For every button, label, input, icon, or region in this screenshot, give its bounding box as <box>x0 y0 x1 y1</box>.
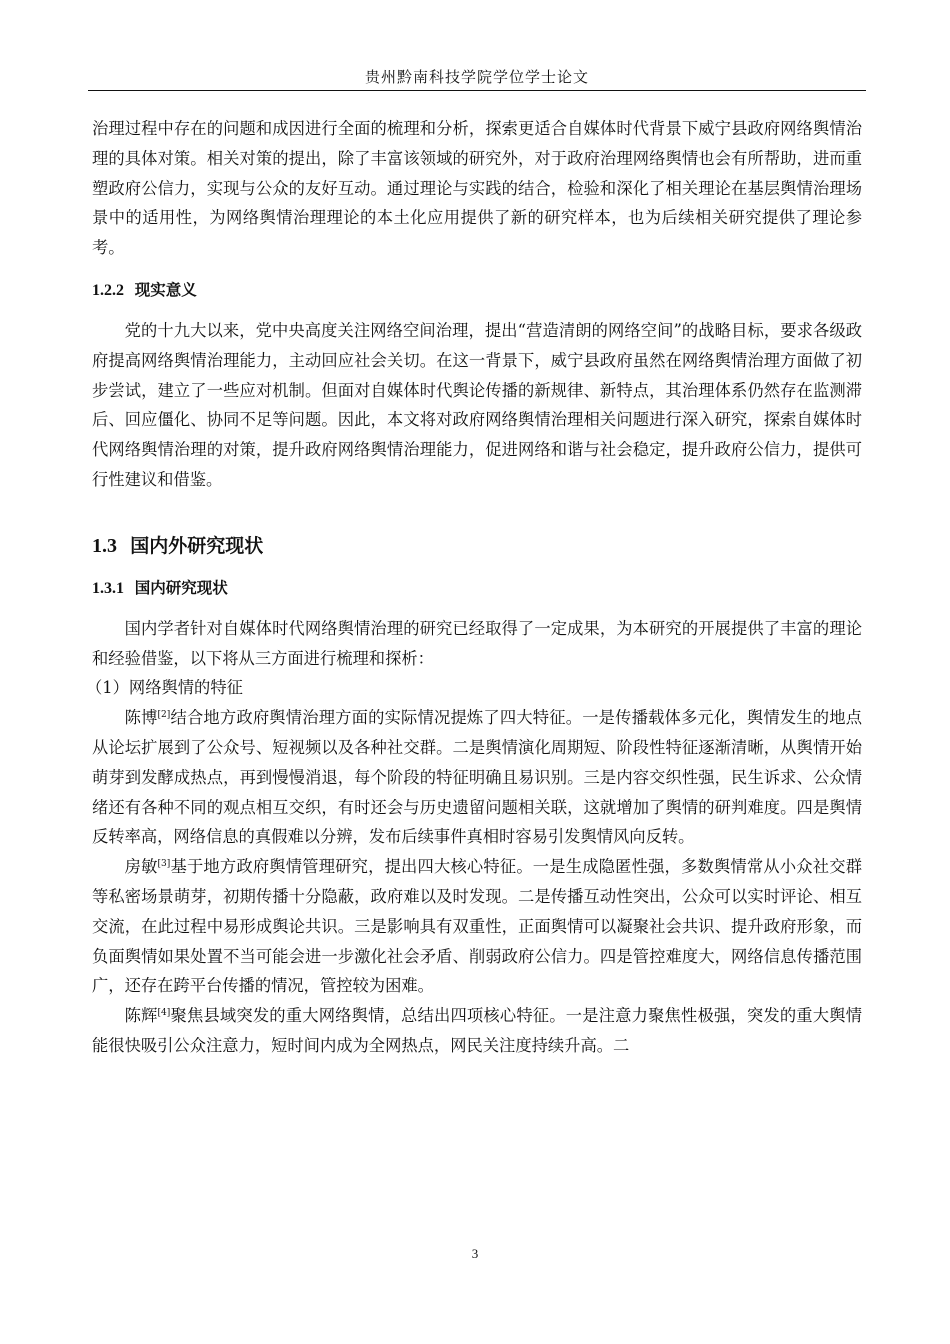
section-heading-1-3-1 <box>92 575 862 602</box>
section-heading-1-2-2 <box>92 277 862 304</box>
section-title: 国内研究现状 <box>134 578 228 597</box>
citation-ref: [4] <box>157 1008 171 1019</box>
paragraph-chen-bo <box>92 703 862 852</box>
citation-ref: [2] <box>157 710 171 721</box>
header-title: 贵州黔南科技学院学位学士论文 <box>364 68 589 86</box>
page-body <box>86 114 862 1061</box>
section-number: 1.2.2 <box>92 281 124 299</box>
paragraph-fang-min <box>92 852 862 1001</box>
author-name: 陈辉 <box>124 1006 158 1026</box>
list-label-features: （1）网络舆情的特征 <box>86 678 243 698</box>
paragraph-domestic-intro: 国内学者针对自媒体时代网络舆情治理的研究已经取得了一定成果，为本研究的开展提供了丰富的理论和经验借鉴，以下将从三方面进行梳理和探析： <box>92 618 862 668</box>
section-heading-1-3 <box>92 531 862 561</box>
paragraph-practical-significance: 党的十九大以来，党中央高度关注网络空间治理，提出“营造清朗的网络空间”的战略目标，要求各级政府提高网络舆情治理能力，主动回应社会关切。在这一背景下，威宁县政府虽然在网络舆情治理方面做了初步尝试，建立了一些应对机制。但面对自媒体时代舆论传播的新规律、新特点，其治理体系仍然存在监测滞后、回应僵化、协同不足等问题。因此，本文将对政府网络舆情治理相关问题进行深入研究，探索自媒体时代网络舆情治理的对策，提升政府网络舆情治理能力，促进网络和谐与社会稳定，提升政府公信力，提供可行性建议和借鉴。 <box>92 320 862 489</box>
section-title: 现实意义 <box>134 280 197 299</box>
paragraph-text: 基于地方政府舆情管理研究，提出四大核心特征。一是生成隐匿性强，多数舆情常从小众社交群等私密场景萌芽，初期传播十分隐蔽，政府难以及时发现。二是传播互动性突出，公众可以实时评论、相互交流，在此过程中易形成舆论共识。三是影响具有双重性，正面舆情可以凝聚社会共识、提升政府形象，而负面舆情如果处置不当可能会进一步激化社会矛盾、削弱政府公信力。四是管控难度大，网络信息传播范围广，还存在跨平台传播的情况，管控较为困难。 <box>92 857 862 996</box>
paragraph-text: 结合地方政府舆情治理方面的实际情况提炼了四大特征。一是传播载体多元化，舆情发生的地点从论坛扩展到了公众号、短视频以及各种社交群。二是舆情演化周期短、阶段性特征逐渐清晰，从舆情开始萌芽到发酵成热点，再到慢慢消退，每个阶段的特征明确且易识别。三是内容交织性强，民生诉求、公众情绪还有各种不同的观点相互交织，有时还会与历史遗留问题相关联，这就增加了舆情的研判难度。四是舆情反转率高，网络信息的真假难以分辨，发布后续事件真相时容易引发舆情风向反转。 <box>92 708 862 847</box>
paragraph-chen-hui <box>92 1001 862 1061</box>
author-name: 房敏 <box>124 857 158 877</box>
citation-ref: [3] <box>157 859 171 870</box>
section-title: 国内外研究现状 <box>130 534 264 557</box>
section-number: 1.3 <box>92 534 117 557</box>
paragraph-continued: 治理过程中存在的问题和成因进行全面的梳理和分析，探索更适合自媒体时代背景下威宁县政府网络舆情治理的具体对策。相关对策的提出，除了丰富该领域的研究外，对于政府治理网络舆情也会有所帮助，进而重塑政府公信力，实现与公众的友好互动。通过理论与实践的结合，检验和深化了相关理论在基层舆情治理场景中的适用性，为网络舆情治理理论的本土化应用提供了新的研究样本，也为后续相关研究提供了理论参考。 <box>92 119 862 258</box>
page-number: 3 <box>471 1246 479 1261</box>
author-name: 陈博 <box>124 708 158 728</box>
section-number: 1.3.1 <box>92 579 124 597</box>
paragraph-text: 聚焦县域突发的重大网络舆情，总结出四项核心特征。一是注意力聚焦性极强，突发的重大舆情能很快吸引公众注意力，短时间内成为全网热点，网民关注度持续升高。二 <box>92 1006 862 1055</box>
header-divider <box>88 90 866 91</box>
